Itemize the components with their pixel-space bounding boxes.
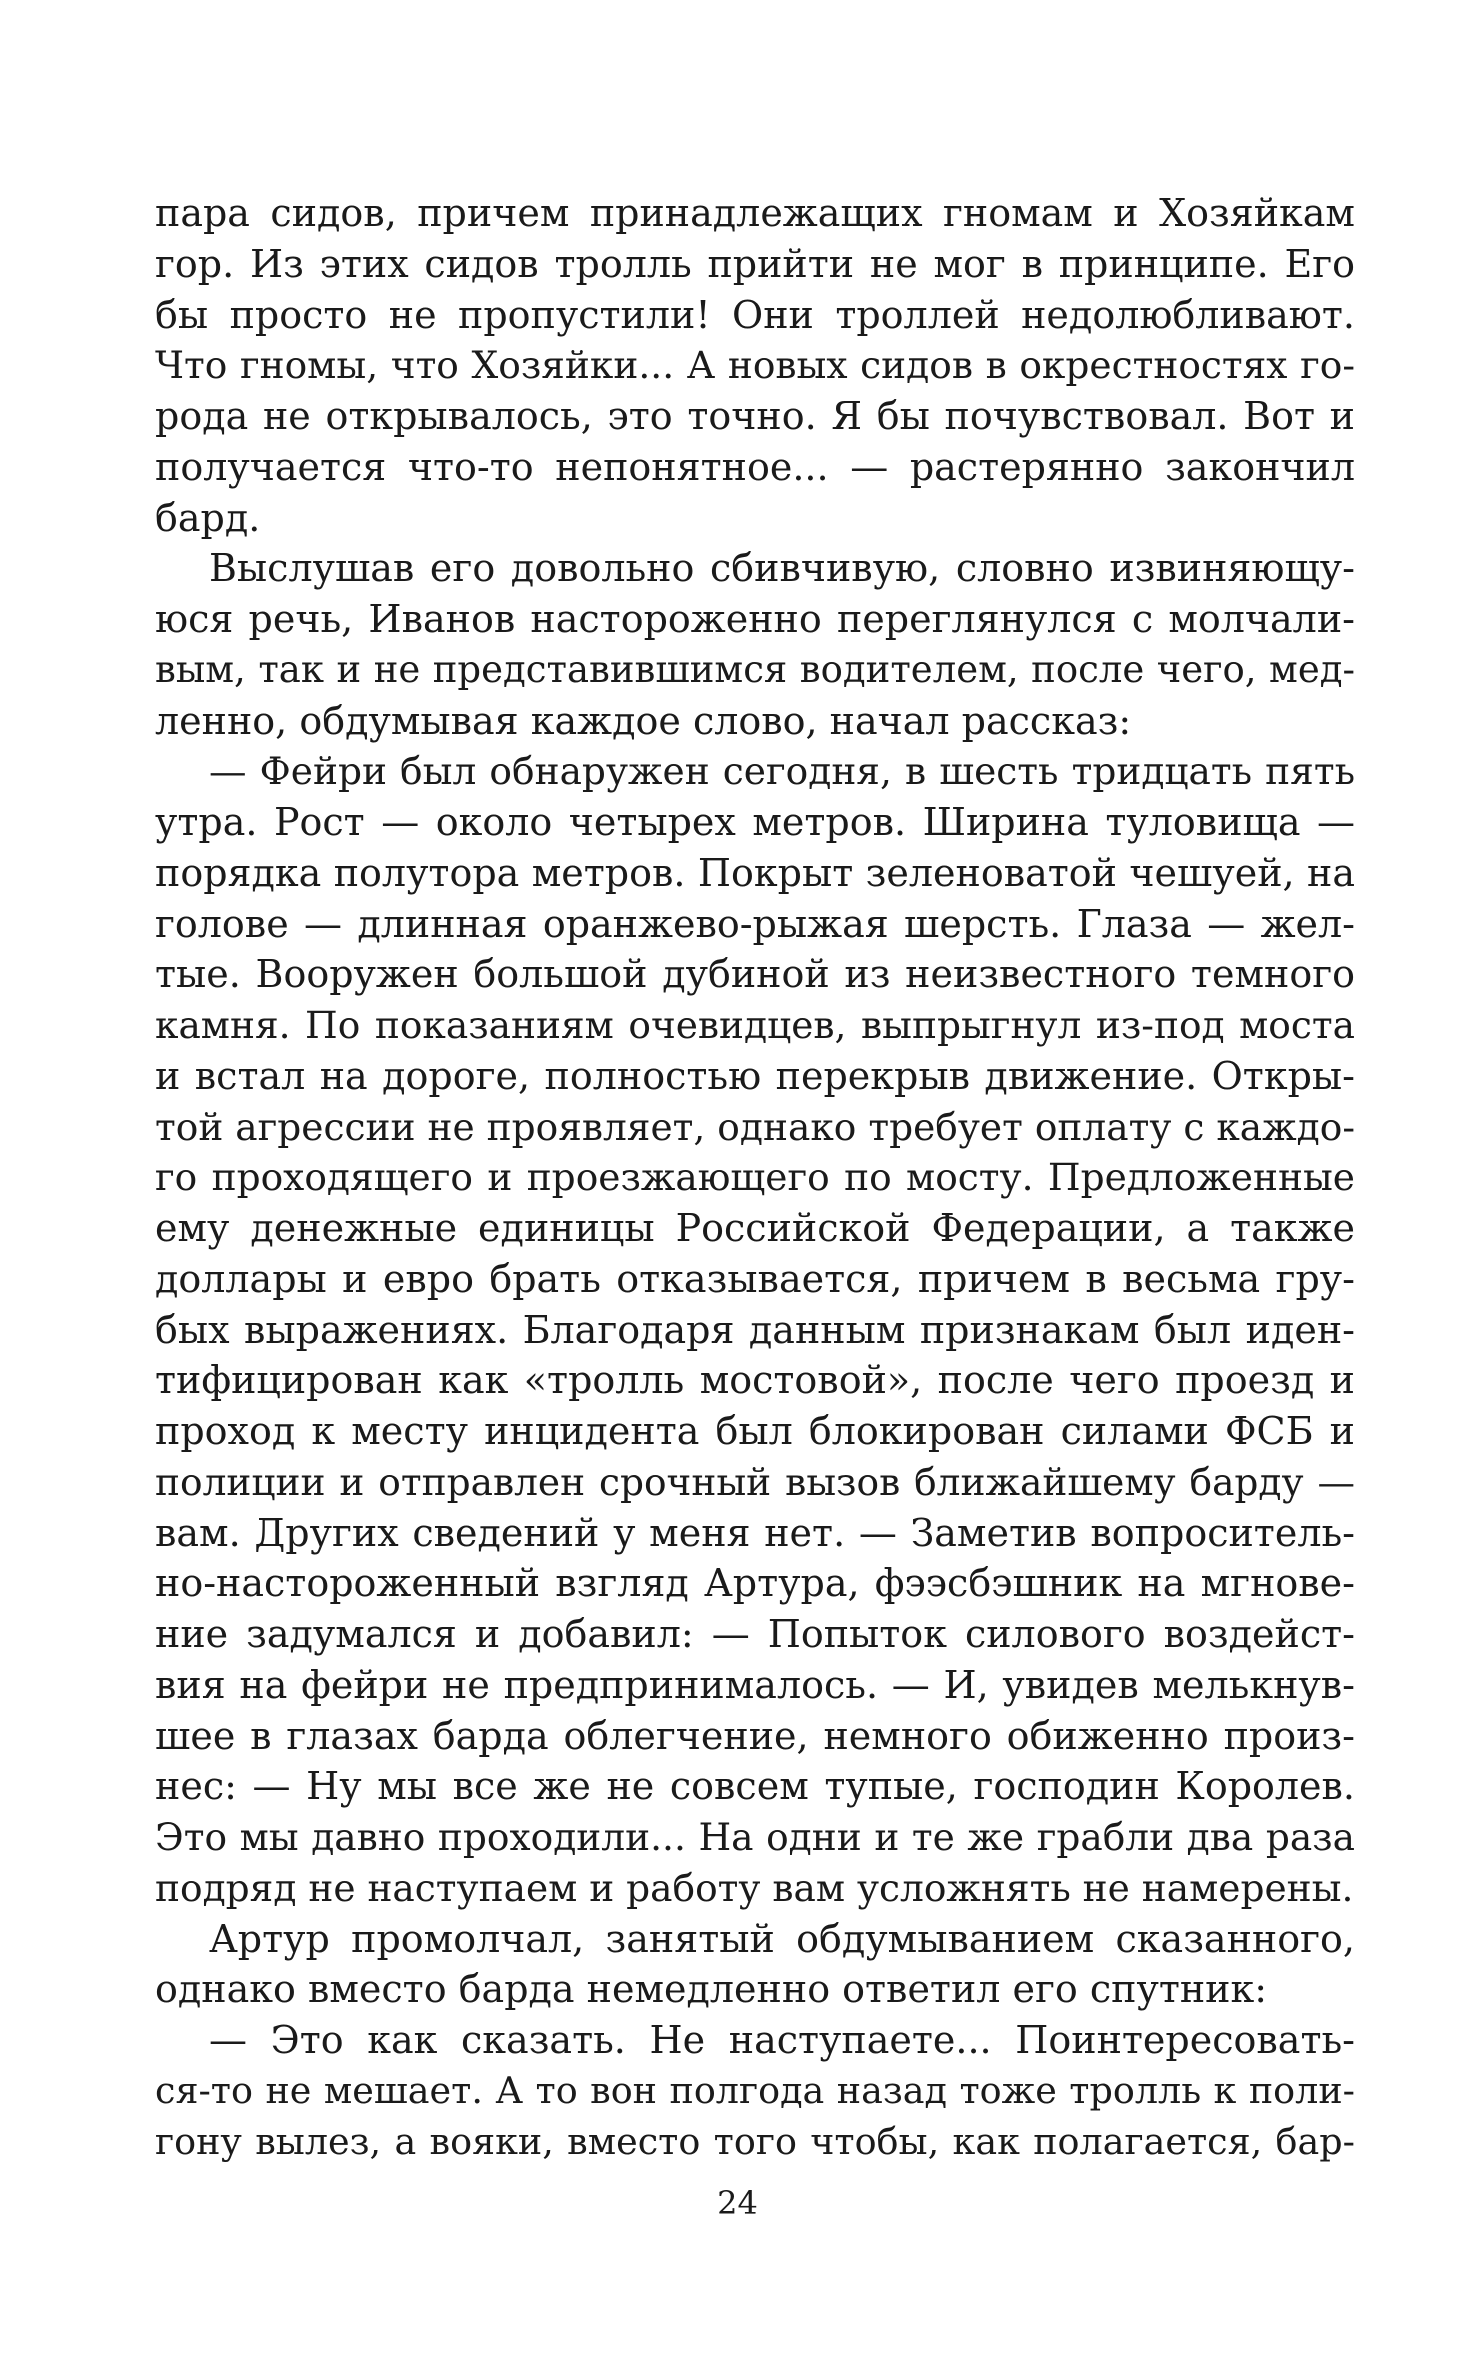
text-line: тифицирован как «тролль мостовой», после чего проезд и: [155, 1358, 1355, 1403]
text-line: однако вместо барда немедленно ответил его спутник:: [155, 1967, 1268, 2012]
page-number: 24: [717, 2184, 758, 2222]
text-line: ему денежные единицы Российской Федерации, а также: [155, 1206, 1355, 1250]
text-line: пара сидов, причем принадлежащих гномам и Хозяйкам: [155, 191, 1355, 235]
text-line: го проходящего и проезжающего по мосту. Предложенные: [155, 1155, 1355, 1200]
text-line: порядка полутора метров. Покрыт зеленоватой чешуей, на: [155, 850, 1355, 895]
text-line: голове — длинная оранжево-рыжая шерсть. Глаза — жел-: [155, 901, 1355, 946]
text-line: вым, так и не представившимся водителем, после чего, мед-: [155, 647, 1355, 691]
text-line: вия на фейри не предпринималось. — И, увидев мелькнув-: [155, 1662, 1355, 1707]
text-line: Артур промолчал, занятый обдумыванием сказанного,: [209, 1916, 1355, 1961]
text-line: и встал на дороге, полностью перекрыв движение. Откры-: [155, 1053, 1355, 1098]
text-line: нес: — Ну мы все же не совсем тупые, господин Королев.: [155, 1764, 1355, 1809]
text-line: ние задумался и добавил: — Попыток силового воздейст-: [155, 1612, 1355, 1656]
text-line: подряд не наступаем и работу вам усложнять не намерены.: [155, 1865, 1354, 1910]
text-line: бых выражениях. Благодаря данным признакам был иден-: [155, 1307, 1355, 1352]
text-line: но-настороженный взгляд Артура, фээсбэшник на мгнове-: [155, 1561, 1355, 1606]
text-line: — Фейри был обнаружен сегодня, в шесть тридцать пять: [209, 749, 1355, 794]
text-line: гор. Из этих сидов тролль прийти не мог в принципе. Его: [155, 241, 1355, 286]
text-line: гону вылез, а вояки, вместо того чтобы, как полагается, бар-: [155, 2119, 1355, 2163]
text-line: вам. Других сведений у меня нет. — Заметив вопроситель-: [155, 1510, 1355, 1555]
text-line: Это мы давно проходили... На одни и те же грабли два раза: [155, 1815, 1355, 1859]
text-line: тые. Вооружен большой дубиной из неизвестного темного: [155, 952, 1355, 997]
text-line: бард.: [155, 495, 261, 540]
text-line: получается что-то непонятное... — растерянно закончил: [155, 444, 1355, 489]
page-body: [155, 188, 1355, 2167]
text-line: бы просто не пропустили! Они троллей недолюбливают.: [155, 292, 1355, 337]
text-line: проход к месту инцидента был блокирован силами ФСБ и: [155, 1409, 1355, 1453]
text-line: — Это как сказать. Не наступаете... Поинтересовать-: [209, 2018, 1355, 2062]
text-line: юся речь, Иванов настороженно переглянулся с молчали-: [155, 597, 1355, 641]
text-line: Что гномы, что Хозяйки... А новых сидов в окрестностях го-: [155, 343, 1355, 388]
text-line: той агрессии не проявляет, однако требует оплату с каждо-: [155, 1104, 1355, 1149]
text-line: ленно, обдумывая каждое слово, начал рассказ:: [155, 698, 1132, 743]
text-line: доллары и евро брать отказывается, причем в весьма гру-: [155, 1256, 1355, 1301]
text-line: камня. По показаниям очевидцев, выпрыгнул из-под моста: [155, 1003, 1355, 1047]
text-line: Выслушав его довольно сбивчивую, словно извиняющу-: [209, 546, 1355, 591]
text-line: утра. Рост — около четырех метров. Ширина туловища —: [155, 800, 1355, 844]
text-line: рода не открывалось, это точно. Я бы почувствовал. Вот и: [155, 394, 1355, 438]
text-line: шее в глазах барда облегчение, немного обиженно произ-: [155, 1713, 1355, 1758]
text-line: полиции и отправлен срочный вызов ближайшему барду —: [155, 1459, 1355, 1504]
text-line: ся-то не мешает. А то вон полгода назад тоже тролль к поли-: [155, 2068, 1355, 2112]
